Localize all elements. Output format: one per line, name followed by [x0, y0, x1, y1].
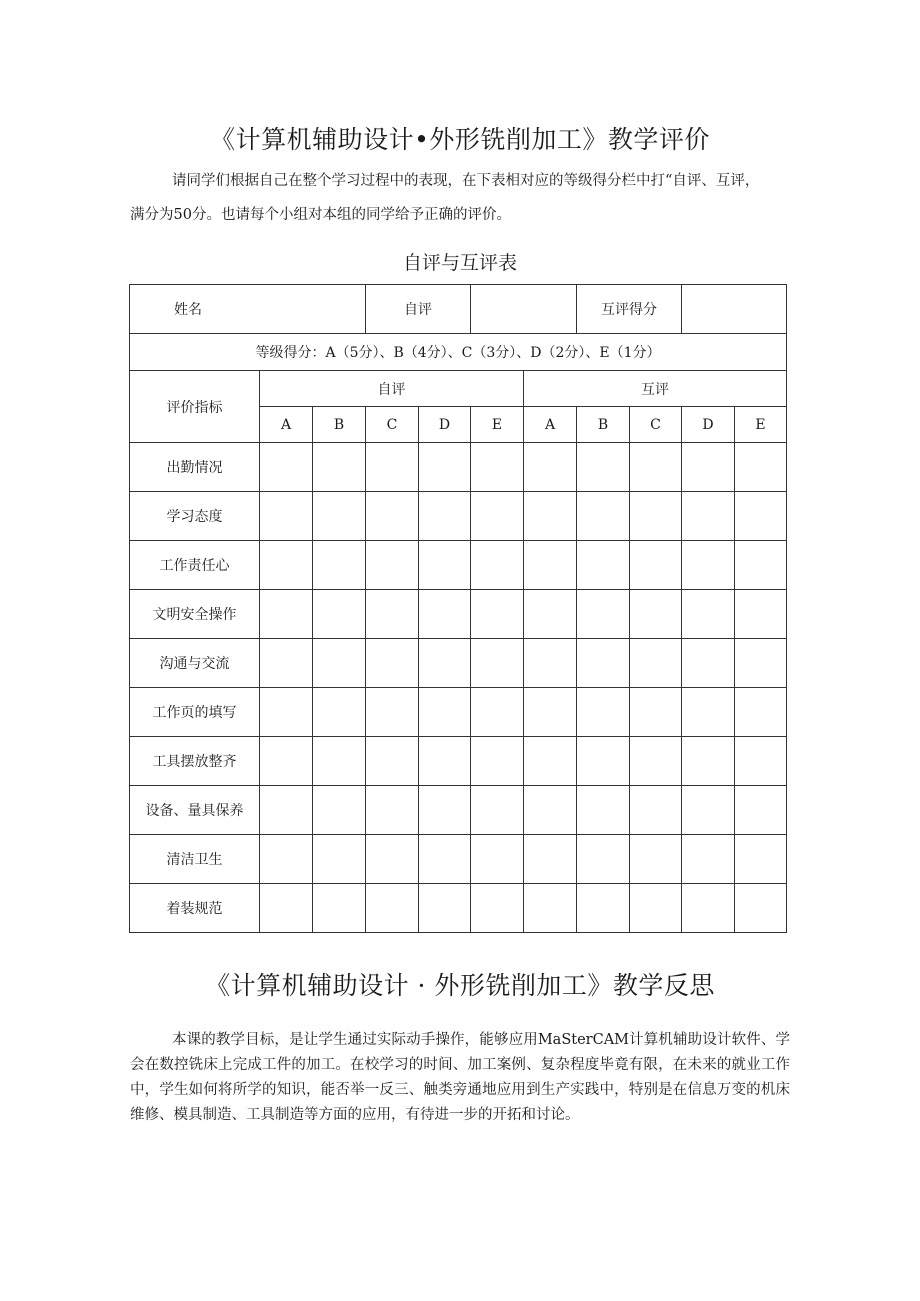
header-row-groups	[130, 371, 787, 407]
peer-group-header: 互评	[524, 371, 787, 407]
peer-score-label: 互评得分	[577, 285, 682, 334]
evaluation-table	[129, 284, 787, 933]
grade-header: A	[260, 407, 313, 443]
grade-header: A	[524, 407, 577, 443]
score-cell	[682, 492, 735, 541]
score-cell	[260, 443, 313, 492]
score-cell	[419, 835, 471, 884]
score-cell	[313, 639, 366, 688]
table-row	[130, 590, 787, 639]
score-cell	[630, 688, 682, 737]
score-cell	[577, 590, 630, 639]
score-cell	[471, 884, 524, 933]
name-row	[130, 285, 787, 334]
score-cell	[682, 590, 735, 639]
score-cell	[735, 639, 787, 688]
score-cell	[260, 688, 313, 737]
score-cell	[577, 835, 630, 884]
self-eval-value-cell	[471, 285, 577, 334]
score-cell	[471, 443, 524, 492]
grade-note-row	[130, 334, 787, 371]
score-cell	[524, 443, 577, 492]
score-cell	[366, 443, 419, 492]
score-cell	[630, 443, 682, 492]
score-cell	[630, 884, 682, 933]
indicator-label: 设备、量具保养	[130, 786, 260, 835]
score-cell	[524, 737, 577, 786]
score-cell	[260, 639, 313, 688]
score-cell	[419, 590, 471, 639]
score-cell	[313, 737, 366, 786]
score-cell	[735, 492, 787, 541]
grade-header: C	[366, 407, 419, 443]
score-cell	[366, 590, 419, 639]
score-cell	[471, 639, 524, 688]
indicator-label: 清洁卫生	[130, 835, 260, 884]
score-cell	[682, 639, 735, 688]
score-cell	[524, 590, 577, 639]
indicator-label: 沟通与交流	[130, 639, 260, 688]
grade-header: E	[471, 407, 524, 443]
indicator-header: 评价指标	[130, 371, 260, 443]
score-cell	[366, 737, 419, 786]
score-cell	[682, 884, 735, 933]
score-cell	[735, 835, 787, 884]
score-cell	[419, 737, 471, 786]
indicator-label: 工作页的填写	[130, 688, 260, 737]
grade-header: B	[313, 407, 366, 443]
score-cell	[313, 884, 366, 933]
name-label: 姓名	[130, 285, 366, 334]
score-cell	[366, 884, 419, 933]
score-cell	[471, 786, 524, 835]
grade-note: 等级得分：A（5分）、B（4分）、C（3分）、D（2分）、E（1分）	[130, 334, 787, 371]
intro-line-2: 满分为50分。也请每个小组对本组的同学给予正确的评价。	[130, 207, 511, 223]
score-cell	[260, 492, 313, 541]
evaluation-title: 《计算机辅助设计•外形铣削加工》教学评价	[210, 125, 710, 154]
score-cell	[366, 492, 419, 541]
score-cell	[682, 786, 735, 835]
score-cell	[577, 884, 630, 933]
score-cell	[630, 737, 682, 786]
score-cell	[260, 786, 313, 835]
indicator-label: 工作责任心	[130, 541, 260, 590]
score-cell	[471, 737, 524, 786]
score-cell	[735, 737, 787, 786]
score-cell	[577, 492, 630, 541]
score-cell	[419, 688, 471, 737]
reflection-paragraph: 本课的教学目标，是让学生通过实际动手操作，能够应用MaSterCAM计算机辅助设计软件、学会在数控铣床上完成工件的加工。在校学习的时间、加工案例、复杂程度毕竟有限，在未来的就业工作中，学生如何将所学的知识，能否举一反三、触类旁通地应用到生产实践中，特别是在信息万变的机床维修、模具制造、工具制造等方面的应用，有待进一步的开拓和讨论。	[130, 1032, 790, 1123]
score-cell	[524, 786, 577, 835]
score-cell	[419, 492, 471, 541]
indicator-label: 着装规范	[130, 884, 260, 933]
score-cell	[313, 835, 366, 884]
score-cell	[366, 639, 419, 688]
score-cell	[735, 590, 787, 639]
score-cell	[682, 688, 735, 737]
grade-header: C	[630, 407, 682, 443]
score-cell	[630, 786, 682, 835]
score-cell	[524, 492, 577, 541]
score-cell	[682, 835, 735, 884]
score-cell	[630, 639, 682, 688]
score-cell	[577, 688, 630, 737]
table-title: 自评与互评表	[402, 252, 517, 274]
score-cell	[471, 492, 524, 541]
score-cell	[313, 590, 366, 639]
score-cell	[577, 443, 630, 492]
grade-header: D	[419, 407, 471, 443]
grade-header: E	[735, 407, 787, 443]
table-row	[130, 639, 787, 688]
grade-header: D	[682, 407, 735, 443]
score-cell	[260, 884, 313, 933]
indicator-label: 学习态度	[130, 492, 260, 541]
score-cell	[366, 541, 419, 590]
score-cell	[260, 835, 313, 884]
reflection-title: 《计算机辅助设计 · 外形铣削加工》教学反思	[205, 971, 715, 1000]
score-cell	[471, 688, 524, 737]
score-cell	[630, 835, 682, 884]
peer-score-value-cell	[682, 285, 787, 334]
score-cell	[577, 639, 630, 688]
score-cell	[313, 688, 366, 737]
score-cell	[735, 688, 787, 737]
score-cell	[524, 884, 577, 933]
table-row	[130, 443, 787, 492]
score-cell	[524, 835, 577, 884]
table-row	[130, 688, 787, 737]
score-cell	[524, 541, 577, 590]
score-cell	[577, 786, 630, 835]
score-cell	[735, 541, 787, 590]
score-cell	[471, 541, 524, 590]
score-cell	[260, 590, 313, 639]
table-row	[130, 492, 787, 541]
score-cell	[630, 541, 682, 590]
score-cell	[524, 688, 577, 737]
score-cell	[419, 443, 471, 492]
table-row	[130, 737, 787, 786]
score-cell	[419, 884, 471, 933]
score-cell	[313, 541, 366, 590]
score-cell	[260, 541, 313, 590]
score-cell	[735, 443, 787, 492]
score-cell	[630, 492, 682, 541]
intro-line-1: 请同学们根据自己在整个学习过程中的表现，在下表相对应的等级得分栏中打“自评、互评，	[172, 173, 760, 189]
score-cell	[313, 492, 366, 541]
score-cell	[577, 737, 630, 786]
table-row	[130, 835, 787, 884]
score-cell	[260, 737, 313, 786]
table-row	[130, 884, 787, 933]
score-cell	[577, 541, 630, 590]
indicator-label: 出勤情况	[130, 443, 260, 492]
self-eval-label: 自评	[366, 285, 471, 334]
score-cell	[471, 835, 524, 884]
score-cell	[313, 786, 366, 835]
score-cell	[682, 443, 735, 492]
table-row	[130, 786, 787, 835]
score-cell	[682, 541, 735, 590]
score-cell	[630, 590, 682, 639]
table-row	[130, 541, 787, 590]
score-cell	[366, 786, 419, 835]
grade-header: B	[577, 407, 630, 443]
indicator-label: 文明安全操作	[130, 590, 260, 639]
self-group-header: 自评	[260, 371, 524, 407]
score-cell	[419, 541, 471, 590]
indicator-label: 工具摆放整齐	[130, 737, 260, 786]
score-cell	[313, 443, 366, 492]
score-cell	[524, 639, 577, 688]
score-cell	[735, 786, 787, 835]
score-cell	[419, 786, 471, 835]
score-cell	[419, 639, 471, 688]
score-cell	[366, 835, 419, 884]
score-cell	[366, 688, 419, 737]
score-cell	[682, 737, 735, 786]
score-cell	[735, 884, 787, 933]
score-cell	[471, 590, 524, 639]
